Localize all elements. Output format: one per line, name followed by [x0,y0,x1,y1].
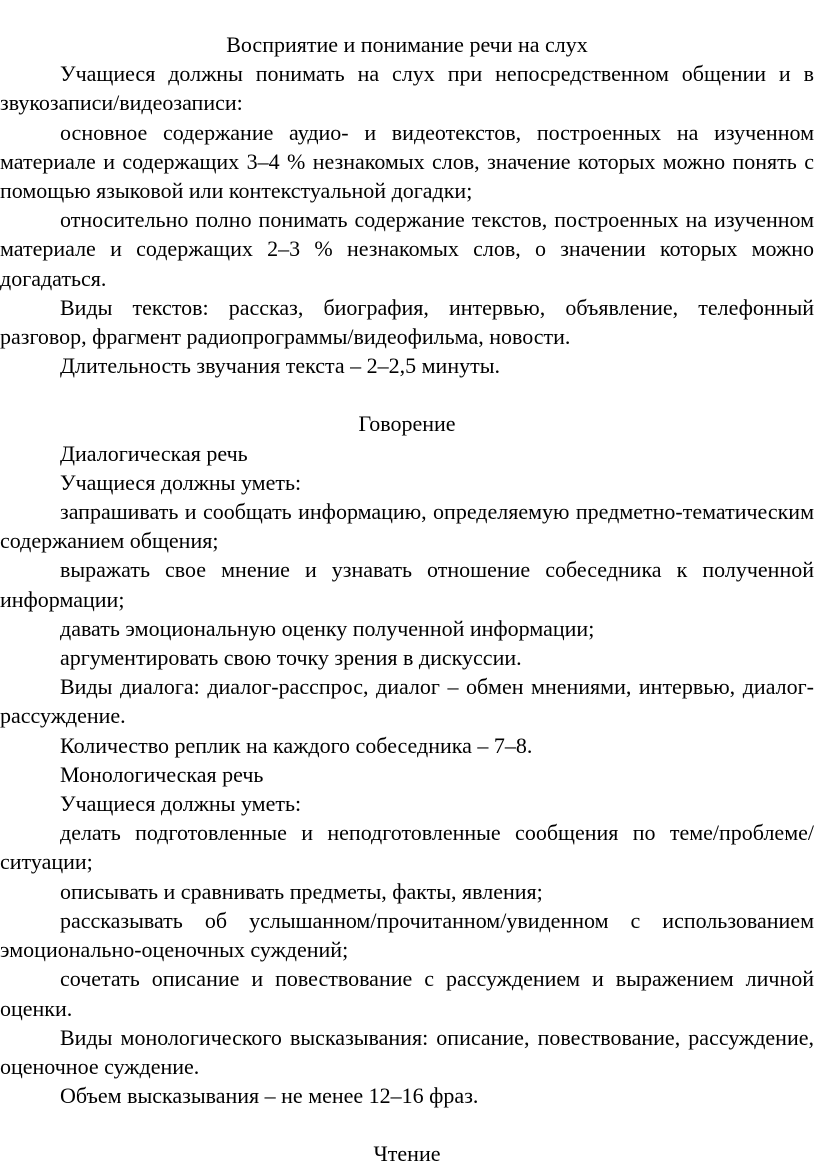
paragraph: Учащиеся должны уметь: [60,791,302,817]
paragraph: основное содержание аудио- и видеотекстов, построенных на изученном материале и содержащих 3–4 % незнакомых слов, значение которых можно понять с помощью языковой или контекстуальной догадки; [0,119,814,204]
paragraph: относительно полно понимать содержание текстов, построенных на изученном материале и содержащих 2–3 % незнакомых слов, о значении которых можно догадаться. [0,207,814,291]
paragraph: Виды монологического высказывания: описание, повествование, рассуждение, оценочное суждение. [0,1024,814,1079]
paragraph: Объем высказывания – не менее 12–16 фраз. [60,1083,479,1109]
paragraph: запрашивать и сообщать информацию, определяемую предметно-тематическим содержанием общения; [0,499,814,554]
paragraph: Учащиеся должны понимать на слух при непосредственном общении и в звукозаписи/видеозаписи: [0,61,814,116]
paragraph: описывать и сравнивать предметы, факты, явления; [60,878,543,904]
paragraph: Виды текстов: рассказ, биография, интервью, объявление, телефонный разговор, фрагмент радиопрограммы/видеофильма, новости. [0,294,814,350]
section-spacer [0,1110,814,1139]
document-page [0,30,816,1169]
paragraph: выражать свое мнение и узнавать отношение собеседника к полученной информации; [0,557,814,612]
section-title-speaking: Говорение [358,411,456,437]
paragraph: рассказывать об услышанном/прочитанном/увиденном с использованием эмоционально-оценочных суждений; [0,907,814,963]
section-title-listening: Восприятие и понимание речи на слух [226,32,588,57]
paragraph: Количество реплик на каждого собеседника – 7–8. [60,732,533,758]
paragraph: аргументировать свою точку зрения в дискуссии. [60,645,522,671]
paragraph: Длительность звучания текста – 2–2,5 минуты. [60,353,500,379]
section-title-reading: Чтение [373,1141,441,1167]
paragraph: Учащиеся должны уметь: [60,469,302,495]
subsection-heading-monologue: Монологическая речь [60,761,264,787]
paragraph: делать подготовленные и неподготовленные сообщения по теме/проблеме/ситуации; [0,820,814,875]
subsection-heading-dialogue: Диалогическая речь [60,440,248,466]
paragraph: давать эмоциональную оценку полученной информации; [60,615,595,641]
paragraph: сочетать описание и повествование с рассуждением и выражением личной оценки. [0,966,814,1021]
section-spacer [0,380,814,409]
paragraph: Виды диалога: диалог-расспрос, диалог – обмен мнениями, интервью, диалог-рассуждение. [0,674,814,729]
